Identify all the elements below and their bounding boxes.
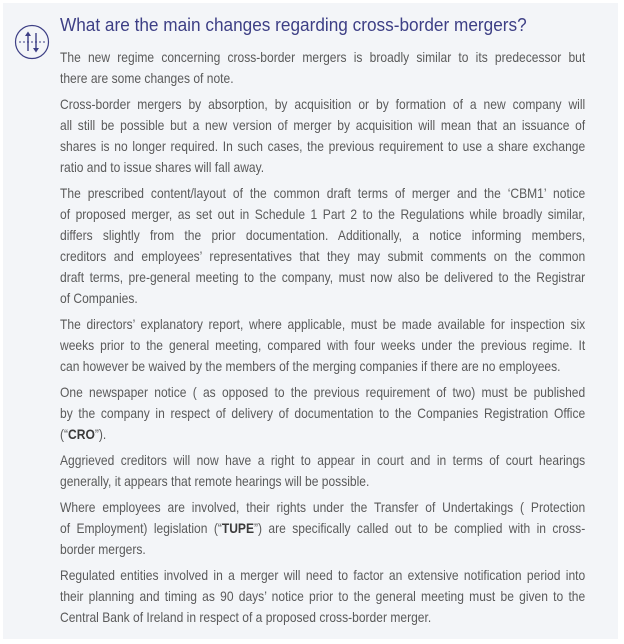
text-line: weeks prior to the general meeting, compared with four weeks under the previous regime. It <box>60 337 586 353</box>
text-line: The new regime concerning cross-border mergers is broadly similar to its predecessor but <box>60 49 586 65</box>
text-line: by the company in respect of delivery of documentation to the Companies Registration Office <box>60 405 586 421</box>
text-line: Where employees are involved, their rights under the Transfer of Undertakings ( Protection <box>60 499 586 515</box>
text-line: there are some changes of note. <box>60 70 234 86</box>
paragraph <box>60 47 585 89</box>
text-line: Cross-border mergers by absorption, by acquisition or by formation of a new company will <box>60 96 586 112</box>
paragraph <box>60 314 585 377</box>
text-line: can however be waived by the members of the merging companies if there are no employees. <box>60 358 561 374</box>
text-line: draft terms, pre-general meeting to the company, must now also be delivered to the Registrar <box>60 269 586 285</box>
paragraph <box>60 450 585 492</box>
text-segment: (“ <box>60 426 69 442</box>
text-segment: of Employment) legislation (“ <box>60 520 222 536</box>
text-line: The directors’ explanatory report, where applicable, must be made available for inspection six <box>60 316 586 332</box>
section-body <box>60 47 585 633</box>
text-segment: ”) are specifically called out to be complied with in cross- <box>254 520 586 536</box>
text-line: border mergers. <box>60 541 146 557</box>
text-line <box>60 424 585 445</box>
text-line: Central Bank of Ireland in respect of a proposed cross-border merger. <box>60 609 432 625</box>
text-line: ratio and to issue shares will fall away. <box>60 159 265 175</box>
text-line: shares is no longer required. In such cases, the previous requirement to use a share exchange <box>60 138 586 154</box>
text-line <box>60 518 585 539</box>
text-line: generally, it appears that remote hearings will be possible. <box>60 473 370 489</box>
vertical-arrows-icon <box>14 24 50 60</box>
text-line: differs slightly from the prior documentation. Additionally, a notice informing members, <box>60 227 586 243</box>
text-line: their planning and timing as 90 days’ notice prior to the general meeting must be given to the <box>60 588 586 604</box>
info-panel <box>3 3 618 639</box>
text-line: creditors and employees’ representatives that they may submit comments on the common <box>60 248 586 264</box>
text-line: of Companies. <box>60 290 138 306</box>
paragraph <box>60 94 585 178</box>
defined-term: CRO <box>68 426 95 442</box>
text-line: all still be possible but a new version of merger by acquisition will mean that an issuance of <box>60 117 586 133</box>
text-line: Aggrieved creditors will now have a right to appear in court and in terms of court hearings <box>60 452 586 468</box>
text-line: The prescribed content/layout of the common draft terms of merger and the ‘CBM1’ notice <box>60 185 586 201</box>
text-segment: ”). <box>94 426 107 442</box>
paragraph <box>60 565 585 628</box>
text-line: Regulated entities involved in a merger will need to factor an extensive notification period into <box>60 567 586 583</box>
section-heading: What are the main changes regarding cross-border mergers? <box>60 14 527 35</box>
text-line: of proposed merger, as set out in Schedule 1 Part 2 to the Regulations while broadly similar, <box>60 206 586 222</box>
paragraph <box>60 497 585 560</box>
paragraph <box>60 183 585 309</box>
paragraph <box>60 382 585 445</box>
defined-term: TUPE <box>221 520 255 536</box>
text-line: One newspaper notice ( as opposed to the previous requirement of two) must be published <box>60 384 586 400</box>
